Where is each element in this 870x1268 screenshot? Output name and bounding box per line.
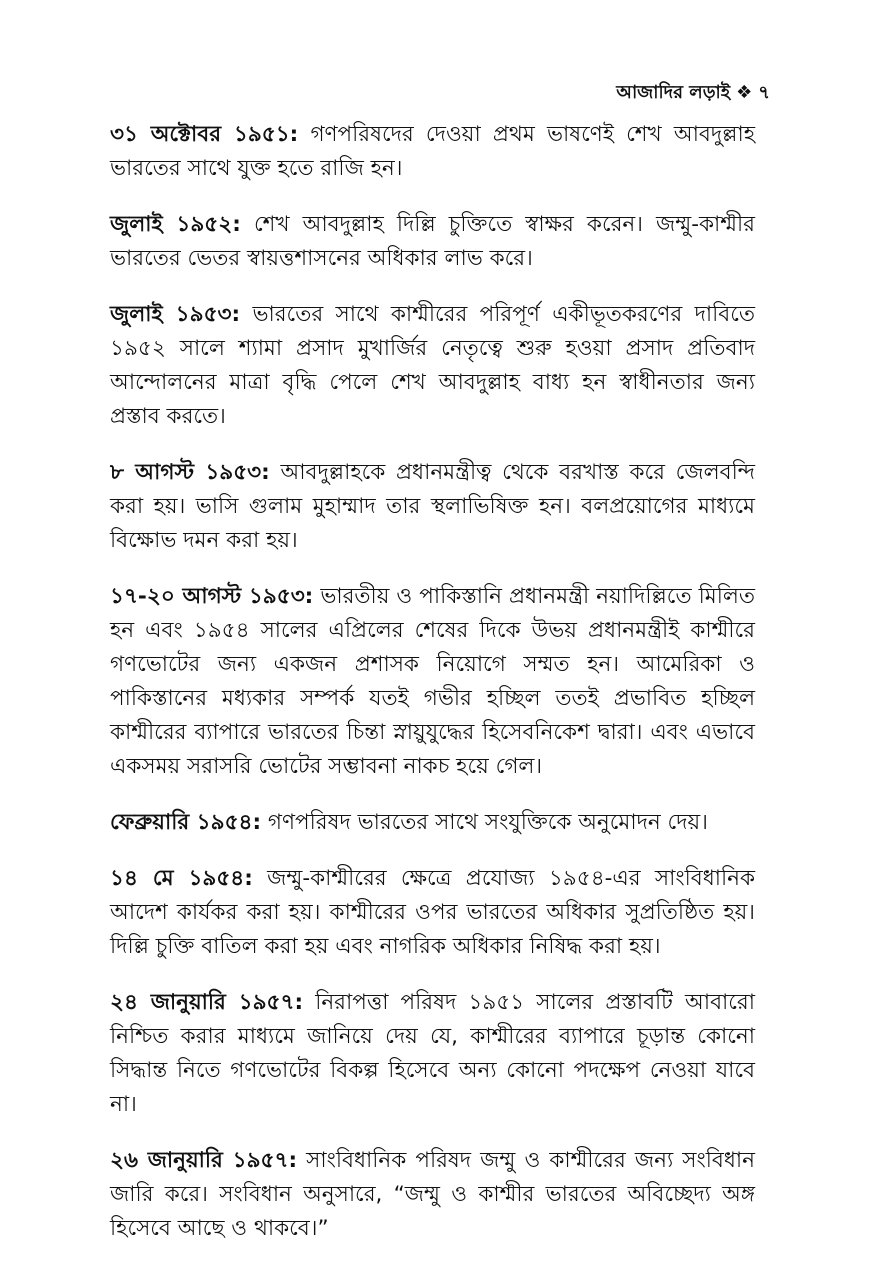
ornament-separator: ❖: [736, 82, 753, 103]
entry-text: জম্মু-কাশ্মীরের ক্ষেত্রে প্রযোজ্য ১৯৫৪-এর সাংবিধানিক আদেশ কার্যকর করা হয়। কাশ্মীরের ওপর ভারতের অধিকার সুপ্রতিষ্ঠিত হয়। দিল্লি চুক্তি বাতিল করা হয় এবং নাগরিক অধিকার নিষিদ্ধ করা হয়।: [110, 866, 755, 959]
entry-text: আবদুল্লাহকে প্রধানমন্ত্রীত্ব থেকে বরখাস্ত করে জেলবন্দি করা হয়। ভাসি গুলাম মুহাম্মাদ তার স্থলাভিষিক্ত হন। বলপ্রয়োগের মাধ্যমে বিক্ষোভ দমন করা হয়।: [110, 460, 756, 553]
page-number: ৭: [758, 82, 770, 103]
entry-date: ২৬ জানুয়ারি ১৯৫৭:: [110, 1148, 298, 1173]
entry-text: গণপরিষদ ভারতের সাথে সংযুক্তিকে অনুমোদন দেয়।: [267, 810, 708, 835]
entry-text: শেখ আবদুল্লাহ দিল্লি চুক্তিতে স্বাক্ষর করেন। জম্মু-কাশ্মীর ভারতের ভেতর স্বায়ত্তশাসনের অধিকার লাভ করে।: [110, 212, 755, 271]
entry-date: ৩১ অক্টোবর ১৯৫১:: [110, 122, 299, 147]
entry-date: ২৪ জানুয়ারি ১৯৫৭:: [110, 990, 304, 1015]
entry-date: ১৭-২০ আগস্ট ১৯৫৩:: [110, 584, 314, 609]
entry-text: গণপরিষদের দেওয়া প্রথম ভাষণেই শেখ আবদুল্লাহ ভারতের সাথে যুক্ত হতে রাজি হন।: [110, 122, 755, 181]
entry-date: ৮ আগস্ট ১৯৫৩:: [110, 460, 270, 485]
entry-text: ভারতীয় ও পাকিস্তানি প্রধানমন্ত্রী নয়াদিল্লিতে মিলিত হন এবং ১৯৫৪ সালের এপ্রিলের শেষের দিকে উভয় প্রধানমন্ত্রীই কাশ্মীরে গণভোটের জন্য একজন প্রশাসক নিয়োগে সম্মত হন। আমেরিকা ও পাকিস্তানের মধ্যকার সম্পর্ক যতই গভীর হচ্ছিল ততই প্রভাবিত হচ্ছিল কাশ্মীরের ব্যাপারে ভারতের চিন্তা স্নায়ুযুদ্ধের হিসেবনিকেশ দ্বারা। এবং এভাবে একসময় সরাসরি ভোটের সম্ভাবনা নাকচ হয়ে গেল।: [110, 584, 755, 779]
running-header: [616, 78, 770, 109]
timeline-entry: [110, 456, 755, 558]
entry-date: জুলাই ১৯৫২:: [110, 212, 241, 237]
timeline-entry: [110, 986, 755, 1122]
timeline-entry: [110, 806, 755, 840]
entry-date: জুলাই ১৯৫৩:: [110, 302, 241, 327]
timeline-entries: [110, 118, 755, 1268]
timeline-entry: [110, 208, 755, 276]
entry-text: নিরাপত্তা পরিষদ ১৯৫১ সালের প্রস্তাবটি আবারো নিশ্চিত করার মাধ্যমে জানিয়ে দেয় যে, কাশ্মীরের ব্যাপারে চূড়ান্ত কোনো সিদ্ধান্ত নিতে গণভোটের বিকল্প হিসেবে অন্য কোনো পদক্ষেপ নেওয়া যাবে না।: [110, 990, 755, 1117]
timeline-entry: [110, 298, 755, 434]
entry-date: ফেব্রুয়ারি ১৯৫৪:: [110, 810, 262, 835]
entry-text: ভারতের সাথে কাশ্মীরের পরিপূর্ণ একীভূতকরণের দাবিতে ১৯৫২ সালে শ্যামা প্রসাদ মুখার্জির নেতৃত্বে শুরু হওয়া প্রসাদ প্রতিবাদ আন্দোলনের মাত্রা বৃদ্ধি পেলে শেখ আবদুল্লাহ বাধ্য হন স্বাধীনতার জন্য প্রস্তাব করতে।: [110, 302, 755, 429]
timeline-entry: [110, 1144, 755, 1246]
entry-text: সাংবিধানিক পরিষদ জম্মু ও কাশ্মীরের জন্য সংবিধান জারি করে। সংবিধান অনুসারে, “জম্মু ও কাশ্মীর ভারতের অবিচ্ছেদ্য অঙ্গ হিসেবে আছে ও থাকবে।”: [110, 1148, 755, 1241]
timeline-entry: [110, 580, 755, 784]
entry-date: ১৪ মে ১৯৫৪:: [110, 866, 253, 891]
book-title: আজাদির লড়াই: [616, 82, 731, 103]
timeline-entry: [110, 118, 755, 186]
timeline-entry: [110, 862, 755, 964]
